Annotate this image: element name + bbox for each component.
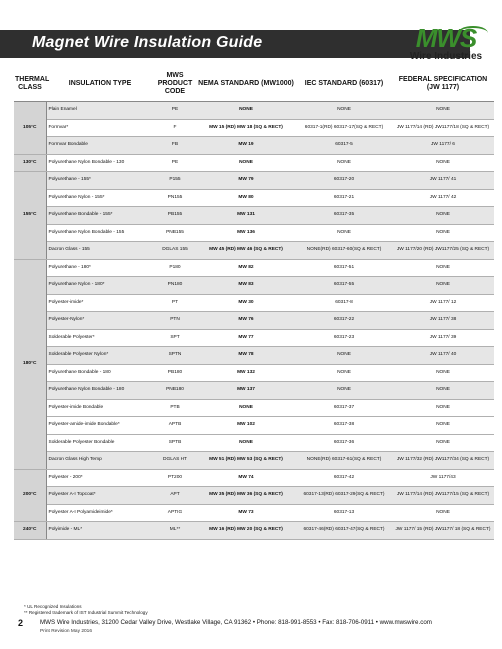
product-code-cell: APTB xyxy=(154,417,196,435)
nema-cell: MW 73 xyxy=(196,504,296,522)
table-row xyxy=(14,242,494,260)
iec-cell: NONE xyxy=(296,347,392,365)
insulation-type-cell: Polyester-amide-imide Bondable* xyxy=(46,417,154,435)
table-row xyxy=(14,189,494,207)
table-row xyxy=(14,364,494,382)
nema-cell: MW 19 xyxy=(196,137,296,155)
nema-cell: NONE xyxy=(196,399,296,417)
iec-cell: 60317-8 xyxy=(296,294,392,312)
insulation-type-cell: Polyurethane Nylon Bondable - 180 xyxy=(46,382,154,400)
insulation-type-cell: Polyurethane - 180* xyxy=(46,259,154,277)
nema-cell: NONE xyxy=(196,434,296,452)
insulation-type-cell: Polyurethane Bondable - 155* xyxy=(46,207,154,225)
iec-cell: 60317-5 xyxy=(296,137,392,155)
federal-cell: JW 1177/ 39 xyxy=(392,329,494,347)
iec-cell: 60317-20 xyxy=(296,172,392,190)
iec-cell: 60317-37 xyxy=(296,399,392,417)
product-code-cell: PTN xyxy=(154,312,196,330)
product-code-cell: PN180 xyxy=(154,277,196,295)
table-row xyxy=(14,487,494,505)
iec-cell: NONE(RD) 60317-60(SQ & RECT) xyxy=(296,242,392,260)
nema-cell: MW 30 xyxy=(196,294,296,312)
iec-cell: 60317-38 xyxy=(296,417,392,435)
iec-cell: NONE xyxy=(296,364,392,382)
product-code-cell: PNB180 xyxy=(154,382,196,400)
header-insulation-type: INSULATION TYPE xyxy=(46,67,154,102)
table-row xyxy=(14,154,494,172)
table-row xyxy=(14,277,494,295)
iec-cell: 60317-35 xyxy=(296,207,392,225)
logo-subtitle: Wire Industries xyxy=(409,51,483,62)
header-product-code: MWS PRODUCT CODE xyxy=(154,67,196,102)
table-row xyxy=(14,522,494,540)
thermal-class-cell: 180°C xyxy=(14,259,46,469)
federal-cell: NONE xyxy=(392,504,494,522)
nema-cell: MW 79 xyxy=(196,172,296,190)
insulation-type-cell: Solderable Polyester Bondable xyxy=(46,434,154,452)
iec-cell: 60317-21 xyxy=(296,189,392,207)
iec-cell: 60317-22 xyxy=(296,312,392,330)
table-row xyxy=(14,312,494,330)
nema-cell: MW 74 xyxy=(196,469,296,487)
footnote-trademark: ** Registered trademark of IST Industrial Summit Technology xyxy=(24,609,148,615)
insulation-type-cell: Polyurethane Nylon - 155* xyxy=(46,189,154,207)
product-code-cell: PT xyxy=(154,294,196,312)
table-row xyxy=(14,417,494,435)
table-row xyxy=(14,207,494,225)
product-code-cell: P155 xyxy=(154,172,196,190)
insulation-type-cell: Formvar* xyxy=(46,119,154,137)
nema-cell: MW 136 xyxy=(196,224,296,242)
federal-cell: NONE xyxy=(392,277,494,295)
table-row xyxy=(14,119,494,137)
federal-cell: JW 1177/ 40 xyxy=(392,347,494,365)
table-row xyxy=(14,329,494,347)
thermal-class-cell: 105°C xyxy=(14,102,46,155)
product-code-cell: SPTB xyxy=(154,434,196,452)
product-code-cell: SPTN xyxy=(154,347,196,365)
nema-cell: MW 83 xyxy=(196,277,296,295)
table-row xyxy=(14,224,494,242)
federal-cell: JW 1177/32 (RD) JW1177/34 (SQ & RECT) xyxy=(392,452,494,470)
product-code-cell: P180 xyxy=(154,259,196,277)
product-code-cell: DGLAS HT xyxy=(154,452,196,470)
insulation-type-cell: Polyimide - ML* xyxy=(46,522,154,540)
iec-cell: 60317-46(RD) 60317-47(SQ & RECT) xyxy=(296,522,392,540)
iec-cell: 60317-36 xyxy=(296,434,392,452)
federal-cell: JW 1177/ 41 xyxy=(392,172,494,190)
product-code-cell: DGLAS 155 xyxy=(154,242,196,260)
federal-cell: NONE xyxy=(392,399,494,417)
iec-cell: 60317-42 xyxy=(296,469,392,487)
federal-cell: JW 1177/ 38 xyxy=(392,312,494,330)
federal-cell: JW 1177/14 (RD) JW1177/18 (SQ & RECT) xyxy=(392,119,494,137)
federal-cell: JW 1177/20 (RD) JW1177/25 (SQ & RECT) xyxy=(392,242,494,260)
footnote-ul: * UL Recognized Insulations xyxy=(24,604,82,609)
page-number: 2 xyxy=(18,618,24,628)
federal-cell: NONE xyxy=(392,434,494,452)
table-row xyxy=(14,399,494,417)
product-code-cell: APT xyxy=(154,487,196,505)
insulation-type-cell: Polyurethane Nylon Bondable - 130 xyxy=(46,154,154,172)
table-row xyxy=(14,102,494,120)
logo-wordmark: MWS xyxy=(415,23,477,53)
table-row xyxy=(14,172,494,190)
product-code-cell: PB180 xyxy=(154,364,196,382)
insulation-type-cell: Polyester A-I Polyamideimide* xyxy=(46,504,154,522)
iec-cell: 60317-55 xyxy=(296,277,392,295)
insulation-type-cell: Polyester-imide Bondable xyxy=(46,399,154,417)
federal-cell: NONE xyxy=(392,259,494,277)
federal-cell: NONE xyxy=(392,224,494,242)
insulation-type-cell: Dacron Glass - 155 xyxy=(46,242,154,260)
nema-cell: MW 76 xyxy=(196,312,296,330)
product-code-cell: APTIG xyxy=(154,504,196,522)
federal-cell: JW 1177/ 15 (RD) JW1177/ 18 (SQ & RECT) xyxy=(392,522,494,540)
header-iec-standard: IEC STANDARD (60317) xyxy=(296,67,392,102)
footnotes xyxy=(24,604,148,615)
federal-cell: NONE xyxy=(392,382,494,400)
federal-cell: JW 1177/43 xyxy=(392,469,494,487)
product-code-cell: PTB xyxy=(154,399,196,417)
insulation-type-cell: Polyurethane Bondable - 180 xyxy=(46,364,154,382)
federal-cell: JW 1177/ 6 xyxy=(392,137,494,155)
iec-cell: 60317-13 xyxy=(296,504,392,522)
nema-cell: MW 80 xyxy=(196,189,296,207)
iec-cell: NONE xyxy=(296,382,392,400)
mws-logo xyxy=(398,24,494,62)
table-row xyxy=(14,294,494,312)
federal-cell: NONE xyxy=(392,102,494,120)
table-row xyxy=(14,504,494,522)
insulation-type-cell: Solderable Polyester Nylon* xyxy=(46,347,154,365)
insulation-type-cell: Polyester-Nylon* xyxy=(46,312,154,330)
header-thermal-class: THERMAL CLASS xyxy=(14,67,46,102)
table-row xyxy=(14,452,494,470)
thermal-class-cell: 130°C xyxy=(14,154,46,172)
thermal-class-cell: 200°C xyxy=(14,469,46,522)
product-code-cell: PT200 xyxy=(154,469,196,487)
header-federal-spec: FEDERAL SPECIFICATION (JW 1177) xyxy=(392,67,494,102)
nema-cell: MW 137 xyxy=(196,382,296,400)
insulation-type-cell: Solderable Polyester* xyxy=(46,329,154,347)
insulation-type-cell: Polyester A-I Topcoat* xyxy=(46,487,154,505)
nema-cell: MW 132 xyxy=(196,364,296,382)
nema-cell: MW 15 (RD) MW 18 (SQ & RECT) xyxy=(196,119,296,137)
insulation-type-cell: Polyester - 200* xyxy=(46,469,154,487)
table-row xyxy=(14,434,494,452)
product-code-cell: PN155 xyxy=(154,189,196,207)
federal-cell: NONE xyxy=(392,417,494,435)
insulation-type-cell: Polyurethane Nylon - 180* xyxy=(46,277,154,295)
federal-cell: NONE xyxy=(392,207,494,225)
table-row xyxy=(14,347,494,365)
nema-cell: NONE xyxy=(196,102,296,120)
insulation-type-cell: Polyurethane Nylon Bondable - 155 xyxy=(46,224,154,242)
print-revision: Print Revision May 2016 xyxy=(40,629,92,634)
product-code-cell: PB155 xyxy=(154,207,196,225)
contact-line: MWS Wire Industries, 31200 Cedar Valley Drive, Westlake Village, CA 91362 • Phone: 818-991-8553 • Fax: 818-706-0911 • www.mwswire.com xyxy=(40,619,432,626)
nema-cell: MW 102 xyxy=(196,417,296,435)
table-row xyxy=(14,259,494,277)
table-body xyxy=(14,102,494,540)
iec-cell: 60317-13(RD) 60317-29(SQ & RECT) xyxy=(296,487,392,505)
federal-cell: JW 1177/ 12 xyxy=(392,294,494,312)
product-code-cell: PE xyxy=(154,102,196,120)
product-code-cell: ML** xyxy=(154,522,196,540)
page-title: Magnet Wire Insulation Guide xyxy=(32,34,263,51)
federal-cell: NONE xyxy=(392,364,494,382)
table-header-row xyxy=(14,67,494,102)
insulation-type-cell: Polyurethane - 155* xyxy=(46,172,154,190)
iec-cell: NONE xyxy=(296,102,392,120)
insulation-table xyxy=(14,67,494,540)
table-row xyxy=(14,382,494,400)
product-code-cell: F xyxy=(154,119,196,137)
thermal-class-cell: 155°C xyxy=(14,172,46,260)
federal-cell: NONE xyxy=(392,154,494,172)
nema-cell: NONE xyxy=(196,154,296,172)
insulation-type-cell: Formvar Bondable xyxy=(46,137,154,155)
product-code-cell: SPT xyxy=(154,329,196,347)
insulation-type-cell: Plain Enamel xyxy=(46,102,154,120)
thermal-class-cell: 240°C xyxy=(14,522,46,540)
nema-cell: MW 78 xyxy=(196,347,296,365)
nema-cell: MW 77 xyxy=(196,329,296,347)
nema-cell: MW 16 (RD) MW 20 (SQ & RECT) xyxy=(196,522,296,540)
insulation-type-cell: Polyester-imide* xyxy=(46,294,154,312)
nema-cell: MW 131 xyxy=(196,207,296,225)
table-row xyxy=(14,137,494,155)
header-nema-standard: NEMA STANDARD (MW1000) xyxy=(196,67,296,102)
product-code-cell: FB xyxy=(154,137,196,155)
iec-cell: 60317-23 xyxy=(296,329,392,347)
nema-cell: MW 45 (RD) MW 46 (SQ & RECT) xyxy=(196,242,296,260)
iec-cell: NONE xyxy=(296,224,392,242)
federal-cell: JW 1177/14 (RD) JW1177/15 (SQ & RECT) xyxy=(392,487,494,505)
product-code-cell: PE xyxy=(154,154,196,172)
nema-cell: MW 51 (RD) MW 53 (SQ & RECT) xyxy=(196,452,296,470)
insulation-type-cell: Dacron Glass High Temp xyxy=(46,452,154,470)
product-code-cell: PNB155 xyxy=(154,224,196,242)
federal-cell: JW 1177/ 42 xyxy=(392,189,494,207)
iec-cell: 60317-1(RD) 60317-17(SQ & RECT) xyxy=(296,119,392,137)
iec-cell: NONE xyxy=(296,154,392,172)
nema-cell: MW 82 xyxy=(196,259,296,277)
iec-cell: NONE(RD) 60317-61(SQ & RECT) xyxy=(296,452,392,470)
iec-cell: 60317-51 xyxy=(296,259,392,277)
table-row xyxy=(14,469,494,487)
nema-cell: MW 35 (RD) MW 36 (SQ & RECT) xyxy=(196,487,296,505)
